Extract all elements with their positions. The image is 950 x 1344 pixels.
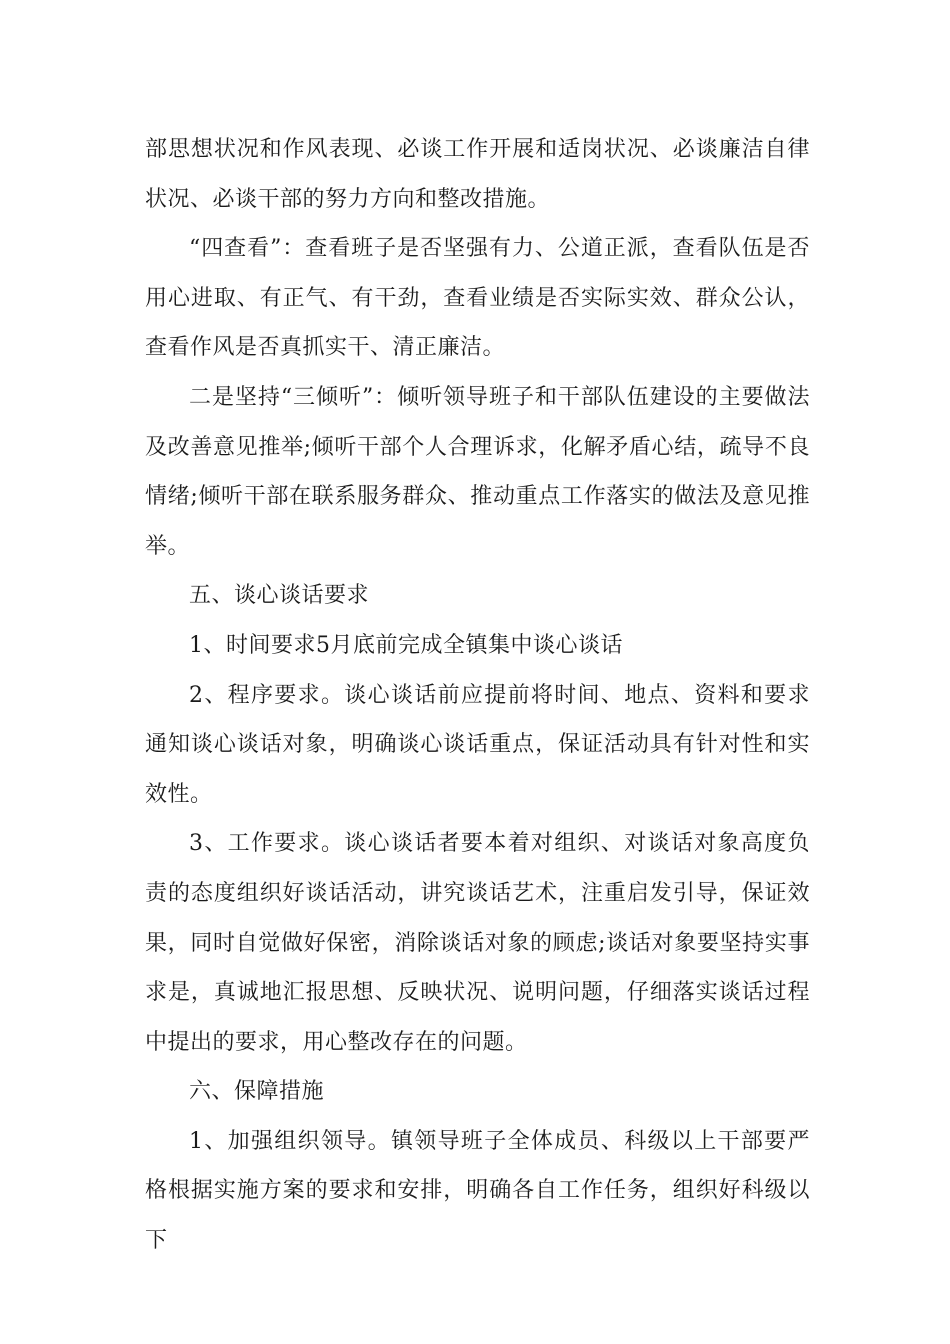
paragraph-3: 二是坚持“三倾听”：倾听领导班子和干部队伍建设的主要做法及改善意见推举;倾听干部个人合理诉求，化解矛盾心结，疏导不良情绪;倾听干部在联系服务群众、推动重点工作落实的做法及意见推举。	[145, 384, 810, 559]
paragraph-2: “四查看”：查看班子是否坚强有力、公道正派，查看队伍是否用心进取、有正气、有干劲，查看业绩是否实际实效、群众公认，查看作风是否真抓实干、清正廉洁。	[145, 236, 810, 361]
paragraph-1: 部思想状况和作风表现、必谈工作开展和适岗状况、必谈廉洁自律状况、必谈干部的努力方向和整改措施。	[145, 137, 810, 212]
document-body	[145, 125, 810, 1266]
section-heading-5: 五、谈心谈话要求	[189, 583, 370, 609]
paragraph-5: 2、程序要求。谈心谈话前应提前将时间、地点、资料和要求通知谈心谈话对象，明确谈心谈话重点，保证活动具有针对性和实效性。	[145, 682, 810, 807]
paragraph-6: 3、工作要求。谈心谈话者要本着对组织、对谈话对象高度负责的态度组织好谈话活动，讲究谈话艺术，注重启发引导，保证效果，同时自觉做好保密，消除谈话对象的顾虑;谈话对象要坚持实事求是，真诚地汇报思想、反映状况、说明问题，仔细落实谈话过程中提出的要求，用心整改存在的问题。	[145, 831, 810, 1055]
section-heading-6: 六、保障措施	[189, 1079, 325, 1105]
paragraph-4: 1、时间要求5月底前完成全镇集中谈心谈话	[189, 632, 623, 658]
paragraph-7: 1、加强组织领导。镇领导班子全体成员、科级以上干部要严格根据实施方案的要求和安排，明确各自工作任务，组织好科级以下	[145, 1128, 810, 1254]
